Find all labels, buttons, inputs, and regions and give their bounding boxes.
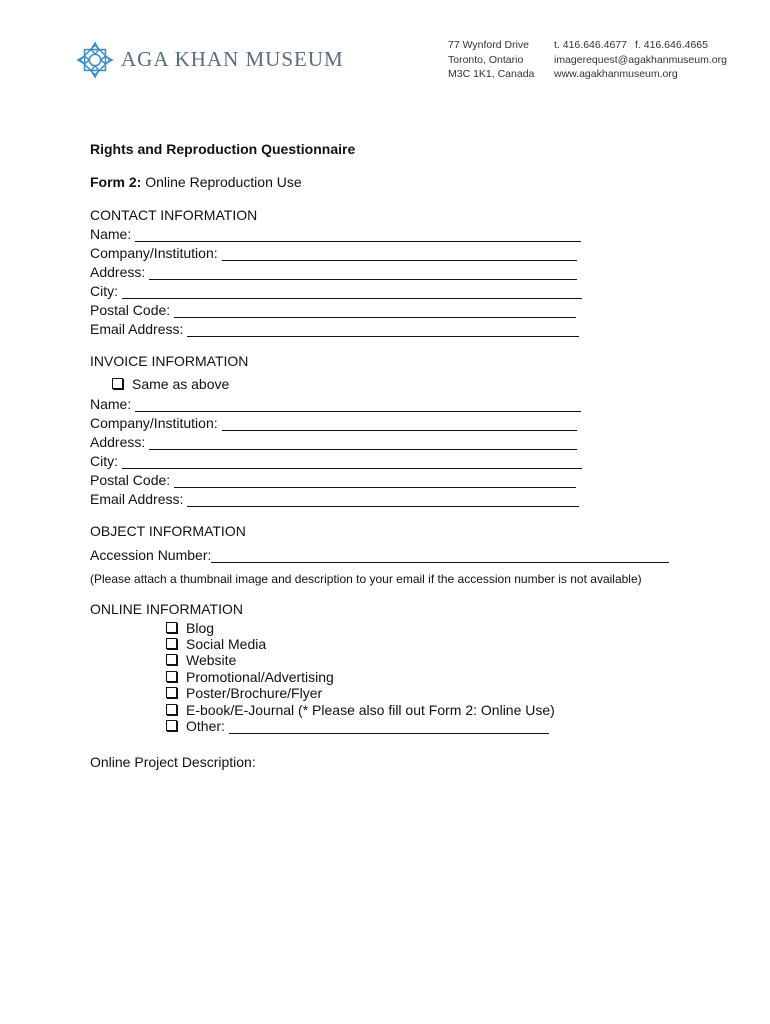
invoice-address-field[interactable]: Address: xyxy=(90,432,577,450)
option-poster[interactable]: Poster/Brochure/Flyer xyxy=(166,685,322,701)
museum-address: 77 Wynford Drive Toronto, Ontario M3C 1K1, Canada xyxy=(448,39,535,80)
invoice-name-input[interactable] xyxy=(135,397,581,412)
invoice-address-input[interactable] xyxy=(149,435,577,450)
invoice-postal-field[interactable]: Postal Code: xyxy=(90,470,576,488)
form-title: Rights and Reproduction Questionnaire xyxy=(90,141,356,157)
invoice-name-field[interactable]: Name: xyxy=(90,394,581,412)
contact-postal-input[interactable] xyxy=(174,303,576,318)
contact-postal-field[interactable]: Postal Code: xyxy=(90,300,576,318)
contact-email-input[interactable] xyxy=(187,322,579,337)
letterhead xyxy=(0,0,770,100)
brand-name: AGA KHAN MUSEUM xyxy=(121,47,344,71)
website-link[interactable]: www.agakhanmuseum.org xyxy=(554,68,678,80)
invoice-city-input[interactable] xyxy=(122,454,582,469)
poster-checkbox[interactable] xyxy=(166,687,177,698)
invoice-postal-input[interactable] xyxy=(174,473,576,488)
contact-address-field[interactable]: Address: xyxy=(90,262,577,280)
contact-address-input[interactable] xyxy=(149,265,577,280)
contact-city-input[interactable] xyxy=(122,284,582,299)
invoice-heading: INVOICE INFORMATION xyxy=(90,353,249,369)
other-checkbox[interactable] xyxy=(166,720,177,731)
project-description-label: Online Project Description: xyxy=(90,754,256,770)
contact-company-field[interactable]: Company/Institution: xyxy=(90,243,577,261)
contact-name-input[interactable] xyxy=(135,227,581,242)
website-checkbox[interactable] xyxy=(166,654,177,665)
email-link[interactable]: imagerequest@agakhanmuseum.org xyxy=(554,53,727,66)
accession-number-input[interactable] xyxy=(211,548,669,563)
form-subtitle: Form 2: Online Reproduction Use xyxy=(90,174,302,190)
phone: t. 416.646.4677 xyxy=(554,39,627,51)
social-media-checkbox[interactable] xyxy=(166,638,177,649)
invoice-city-field[interactable]: City: xyxy=(90,451,582,469)
invoice-email-field[interactable]: Email Address: xyxy=(90,489,579,507)
contact-email-field[interactable]: Email Address: xyxy=(90,319,579,337)
fax: f. 416.646.4665 xyxy=(634,39,708,51)
object-heading: OBJECT INFORMATION xyxy=(90,523,246,539)
same-as-above-option[interactable]: Same as above xyxy=(112,376,229,392)
option-blog[interactable]: Blog xyxy=(166,620,214,636)
ebook-checkbox[interactable] xyxy=(166,704,177,715)
option-other[interactable]: Other: xyxy=(166,718,549,734)
promotional-checkbox[interactable] xyxy=(166,671,177,682)
option-promotional[interactable]: Promotional/Advertising xyxy=(166,669,334,685)
contact-name-field[interactable]: Name: xyxy=(90,224,581,242)
option-website[interactable]: Website xyxy=(166,652,236,668)
other-input[interactable] xyxy=(229,719,549,734)
accession-number-field[interactable]: Accession Number: xyxy=(90,545,669,563)
invoice-company-field[interactable]: Company/Institution: xyxy=(90,413,577,431)
geometric-star-logo-icon xyxy=(76,40,114,80)
object-note: (Please attach a thumbnail image and description to your email if the accession number is not available) xyxy=(90,572,642,586)
option-social-media[interactable]: Social Media xyxy=(166,636,266,652)
online-heading: ONLINE INFORMATION xyxy=(90,601,243,617)
contact-company-input[interactable] xyxy=(222,246,577,261)
invoice-email-input[interactable] xyxy=(187,492,579,507)
contact-heading: CONTACT INFORMATION xyxy=(90,207,258,223)
museum-contact xyxy=(554,38,727,82)
option-ebook[interactable]: E-book/E-Journal (* Please also fill out Form 2: Online Use) xyxy=(166,702,555,718)
invoice-company-input[interactable] xyxy=(222,416,577,431)
same-as-above-checkbox[interactable] xyxy=(112,378,123,389)
blog-checkbox[interactable] xyxy=(166,622,177,633)
contact-city-field[interactable]: City: xyxy=(90,281,582,299)
